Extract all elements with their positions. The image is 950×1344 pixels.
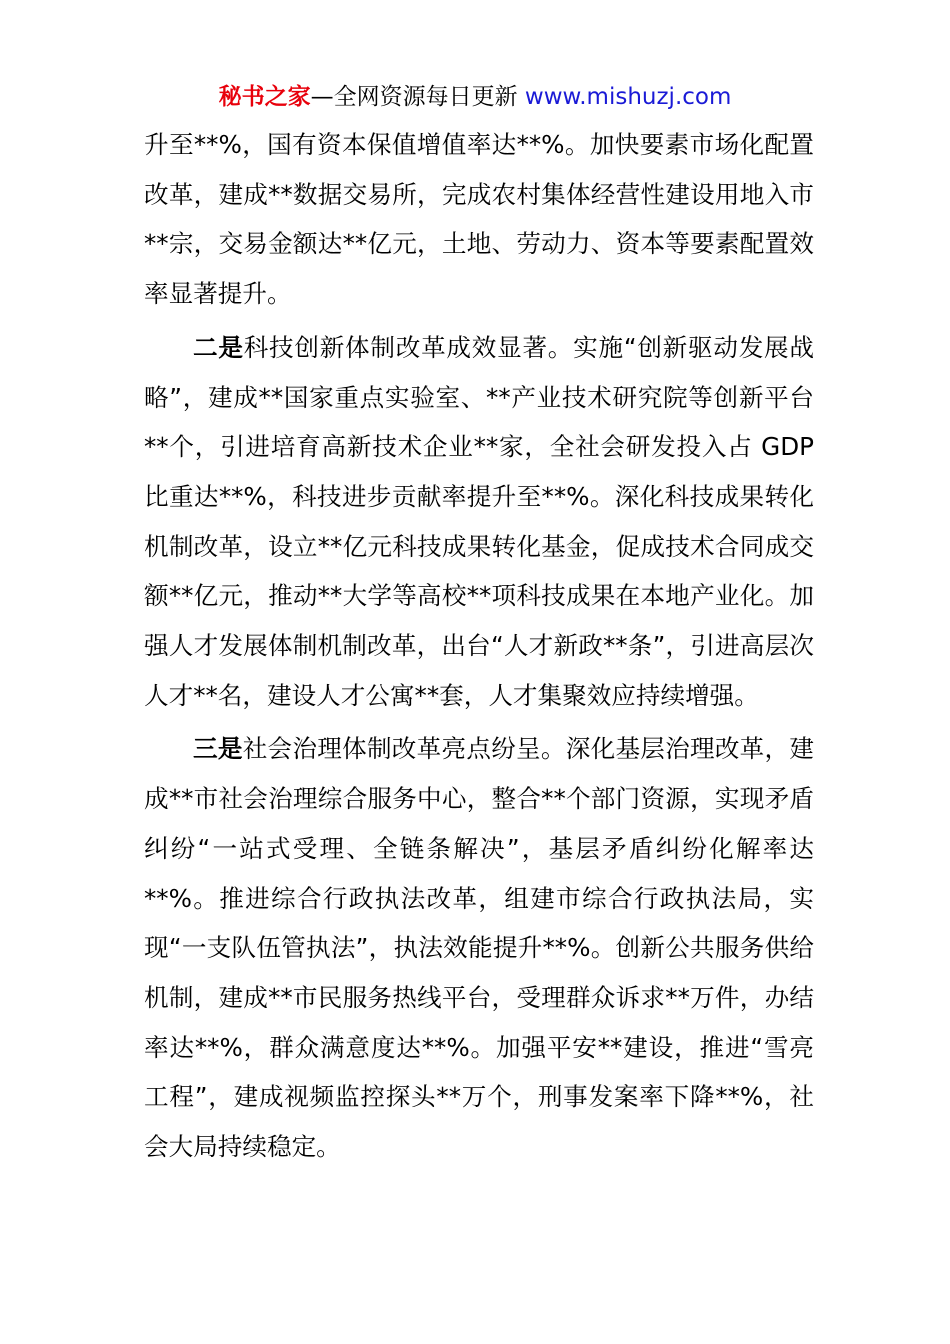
paragraph-social-governance	[144, 724, 814, 1171]
header-tagline: —全网资源每日更新	[310, 84, 518, 110]
header-url[interactable]: www.mishuzj.com	[524, 84, 732, 110]
paragraph-tech-innovation	[144, 323, 814, 721]
paragraph-text: 科技创新体制改革成效显著。实施“创新驱动发展战略”，建成**国家重点实验室、**产业技术研究院等创新平台**个，引进培育高新技术企业**家，全社会研发投入占 GDP 比重达**%，科技进步贡献率提升至**%。深化科技成果转化机制改革，设立**亿元科技成果转化基金，促成技术合同成交额**亿元，推动**大学等高校**项科技成果在本地产业化。加强人才发展体制机制改革，出台“人才新政**条”，引进高层次人才**名，建设人才公寓**套，人才集聚效应持续增强。	[144, 332, 814, 710]
document-body	[144, 120, 814, 1176]
paragraph-text: 社会治理体制改革亮点纷呈。深化基层治理改革，建成**市社会治理综合服务中心，整合**个部门资源，实现矛盾纠纷“一站式受理、全链条解决”，基层矛盾纠纷化解率达**%。推进综合行政执法改革，组建市综合行政执法局，实现“一支队伍管执法”，执法效能提升**%。创新公共服务供给机制，建成**市民服务热线平台，受理群众诉求**万件，办结率达**%，群众满意度达**%。加强平安**建设，推进“雪亮工程”，建成视频监控探头**万个，刑事发案率下降**%，社会大局持续稳定。	[144, 734, 814, 1162]
page-header	[0, 80, 950, 114]
header-brand: 秘书之家	[218, 84, 311, 110]
paragraph-continuation	[144, 120, 814, 319]
paragraph-text: 升至**%，国有资本保值增值率达**%。加快要素市场化配置改革，建成**数据交易所，完成农村集体经营性建设用地入市**宗，交易金额达**亿元，土地、劳动力、资本等要素配置效率显著提升。	[144, 130, 814, 309]
paragraph-lead: 三是	[193, 734, 243, 764]
paragraph-lead: 二是	[193, 332, 244, 362]
